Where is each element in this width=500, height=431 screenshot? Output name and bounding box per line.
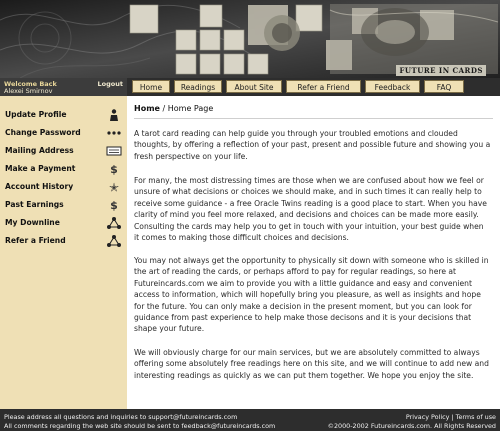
sidebar-item-label: My Downline <box>5 218 60 227</box>
username-label: Alexei Smirnov <box>4 87 53 95</box>
breadcrumb-home-link[interactable]: Home <box>134 104 160 113</box>
sidebar-item-label: Past Earnings <box>5 200 64 209</box>
divider <box>134 118 493 119</box>
breadcrumb <box>134 104 213 113</box>
content-paragraph: You may not always get the opportunity to physically sit down with someone who is skilled in the art of reading the cards, or perhaps afford to pay for regular readings, so here at Futureincards.com we aim to provide you with a little guidance and easy and convenient access to information, which will hopefully bring you pleasure, as well as insights and hope for the future. You can only make a decision in the present moment, but you can look for guidance from past experience to help make those decisons and it is your decisions that shape your future. <box>134 256 489 334</box>
sidebar-item-update-profile[interactable] <box>4 108 122 122</box>
welcome-panel <box>0 78 127 96</box>
svg-text:✭: ✭ <box>108 180 120 194</box>
svg-text:$: $ <box>110 199 118 212</box>
star-icon <box>106 180 122 194</box>
content-paragraph: For many, the most distressing times are those when we are confused about how we feel or unsure of what decisions or choices we should make, and in such times it can really help to receive some guidance - a free Oracle Twins reading is a good place to start. When you have clarity of mind you feel more relaxed, and decisions and choices can be made more easily. Consulting the cards may help you to get in touch with your intuition, your best guide when it comes to making those difficult choices and decisions. <box>134 176 487 243</box>
password-dots-icon <box>106 126 122 140</box>
sidebar-item-refer-a-friend[interactable] <box>4 234 122 248</box>
brand-logo-text: FUTURE IN CARDS <box>396 65 486 76</box>
dollar-icon <box>106 162 122 176</box>
sidebar-item-label: Make a Payment <box>5 164 76 173</box>
breadcrumb-current: / Home Page <box>159 104 214 113</box>
footer-links[interactable]: Privacy Policy | Terms of use <box>405 413 496 421</box>
sidebar-item-past-earnings[interactable] <box>4 198 122 212</box>
network-icon <box>106 234 122 248</box>
header-banner <box>0 0 500 78</box>
sidebar-item-label: Update Profile <box>5 110 67 119</box>
footer-feedback-text: All comments regarding the web site should be sent to feedback@futureincards.com <box>4 422 276 430</box>
main-nav <box>127 78 500 96</box>
tab-faq[interactable]: FAQ <box>424 80 464 93</box>
content-paragraph: We will obviously charge for our main services, but we are absolutely committed to always offering some absolutely free readings here on this site, and we will continue to add new and interesting readings as quickly as we can put them together. We hope you enjoy the site. <box>134 348 489 380</box>
tab-feedback[interactable]: Feedback <box>365 80 420 93</box>
dollar-icon <box>106 198 122 212</box>
sidebar-item-label: Refer a Friend <box>5 236 66 245</box>
sidebar-item-label: Change Password <box>5 128 81 137</box>
intro-paragraph: A tarot card reading can help guide you through your troubled emotions and clouded thoughts, by offering a reflection of your past, present and possible future and showing you a fresh perspective on your life. <box>134 129 491 161</box>
welcome-label: Welcome Back <box>4 80 57 88</box>
sidebar <box>0 96 127 409</box>
person-icon <box>106 108 122 122</box>
sidebar-item-my-downline[interactable] <box>4 216 122 230</box>
sidebar-item-mailing-address[interactable] <box>4 144 122 158</box>
tab-about-site[interactable]: About Site <box>226 80 282 93</box>
sidebar-item-account-history[interactable] <box>4 180 122 194</box>
sidebar-item-label: Account History <box>5 182 74 191</box>
tab-refer-a-friend[interactable]: Refer a Friend <box>286 80 361 93</box>
network-icon <box>106 216 122 230</box>
sidebar-item-change-password[interactable] <box>4 126 122 140</box>
tab-readings[interactable]: Readings <box>174 80 222 93</box>
footer-copyright: ©2000-2002 Futureincards.com. All Rights Reserved <box>327 422 496 430</box>
envelope-icon <box>106 144 122 158</box>
footer-support-text: Please address all questions and inquiries to support@futureincards.com <box>4 413 238 421</box>
sidebar-item-label: Mailing Address <box>5 146 74 155</box>
main-content <box>127 96 500 409</box>
tab-home[interactable]: Home <box>132 80 170 93</box>
svg-text:$: $ <box>110 163 118 176</box>
footer <box>0 409 500 431</box>
sidebar-item-make-a-payment[interactable] <box>4 162 122 176</box>
logout-link[interactable]: Logout <box>97 80 123 88</box>
